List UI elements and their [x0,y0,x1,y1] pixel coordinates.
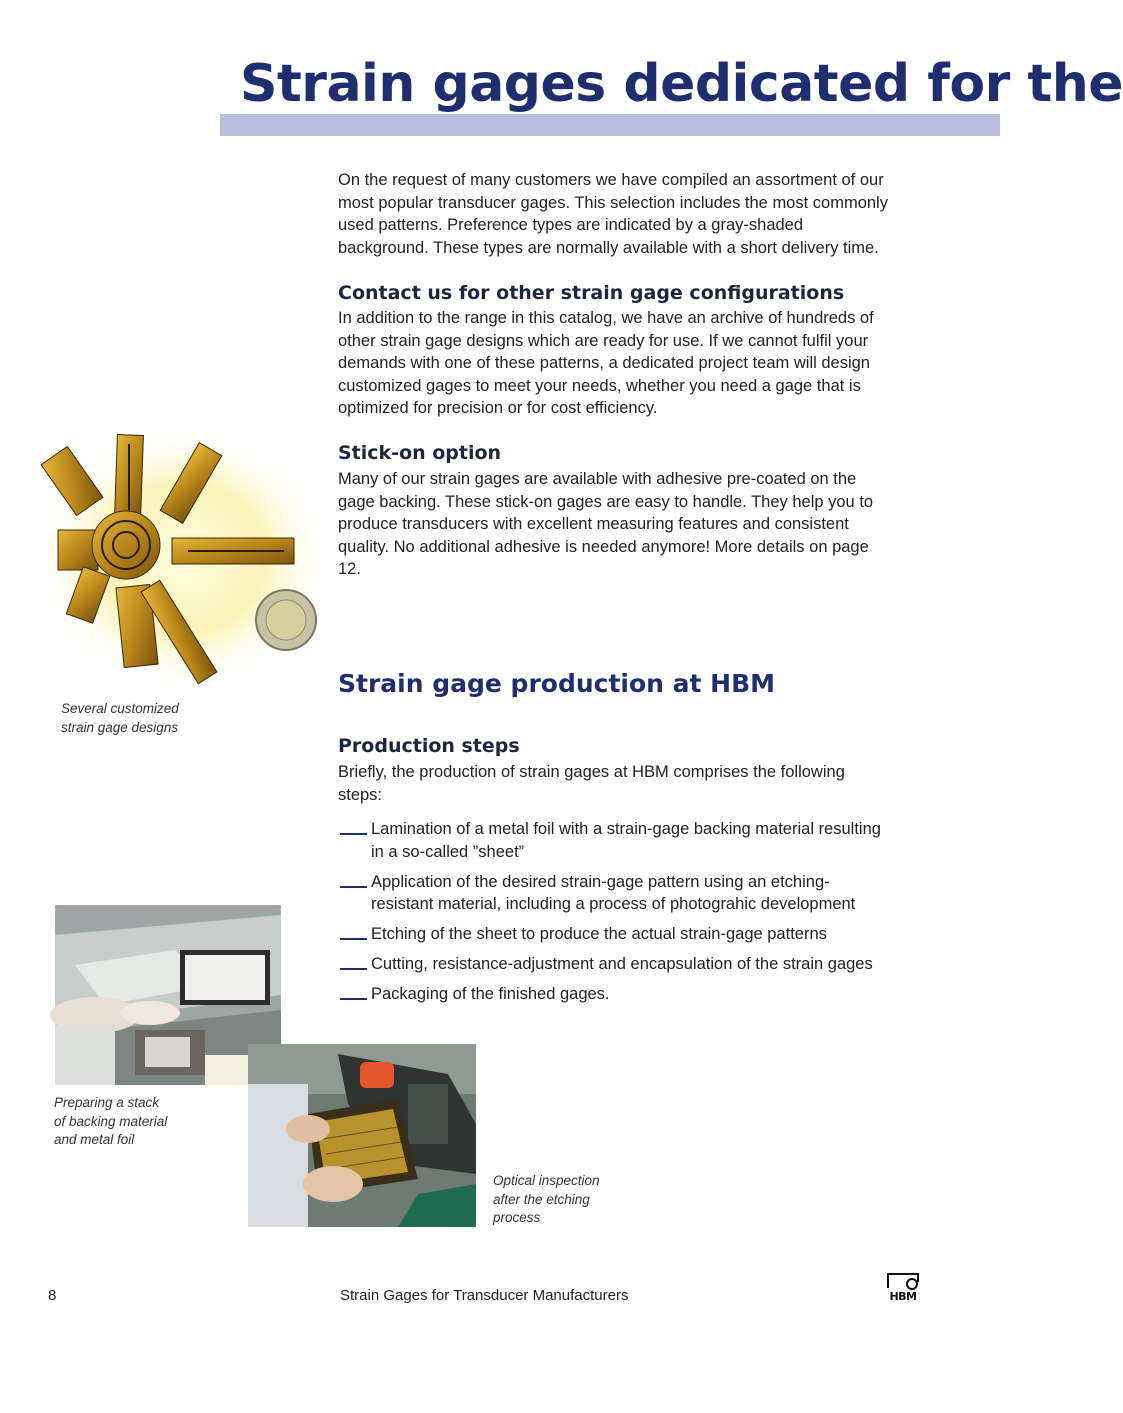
page-title: Strain gages dedicated for the [240,54,1123,114]
production-intro: Briefly, the production of strain gages at HBM comprises the following steps: [338,763,845,804]
contact-paragraph: In addition to the range in this catalog, we have an archive of hundreds of other strain gage designs which are ready for use. If we cannot fulfil your demands with one of these patterns, a dedicated project team will design customized gages to meet your needs, whether you need a gage that is optimized for precision or for cost efficiency. [338,309,874,417]
page-number: 8 [48,1287,57,1304]
list-item: Etching of the sheet to produce the actual strain-gage patterns [338,923,890,946]
list-item: Lamination of a metal foil with a strain-gage backing material resulting in a so-called ”sheet” [338,818,890,863]
stack-caption: Preparing a stack of backing material and metal foil [54,1095,168,1147]
production-heading: Strain gage production at HBM [338,669,776,698]
contact-heading: Contact us for other strain gage configurations [338,282,845,304]
bullet-dash [340,968,367,970]
bullet-dash [340,998,367,1000]
gages-caption: Several customized strain gage designs [61,701,179,735]
optical-inspection-photo [248,1044,476,1227]
hbm-logo: HBM [886,1272,920,1302]
list-item: Cutting, resistance-adjustment and encapsulation of the strain gages [338,953,890,976]
bullet-dash [340,833,367,835]
intro-paragraph: On the request of many customers we have compiled an assortment of our most popular transducer gages. This selection includes the most commonly used patterns. Preference types are indicated by a gray-shaded background. These types are normally available with a short delivery time. [338,171,888,257]
strain-gage-designs-photo [38,420,338,695]
optical-caption: Optical inspection after the etching process [493,1173,600,1225]
footer-title: Strain Gages for Transducer Manufacturers [340,1287,629,1304]
title-underline-bar [220,114,1000,136]
production-steps-heading: Production steps [338,735,520,757]
list-item: Packaging of the finished gages. [338,983,890,1006]
stickon-heading: Stick-on option [338,442,502,464]
stickon-paragraph: Many of our strain gages are available with adhesive pre-coated on the gage backing. These stick-on gages are easy to handle. They help you to produce transducers with excellent measuring features and consistent quality. No additional adhesive is needed anymore! More details on page 12. [338,470,874,578]
bullet-dash [340,938,367,940]
bullet-dash [340,886,367,888]
list-item: Application of the desired strain-gage pattern using an etching-resistant material, including a process of photograhic development [338,871,890,916]
production-steps-list [338,818,890,1013]
